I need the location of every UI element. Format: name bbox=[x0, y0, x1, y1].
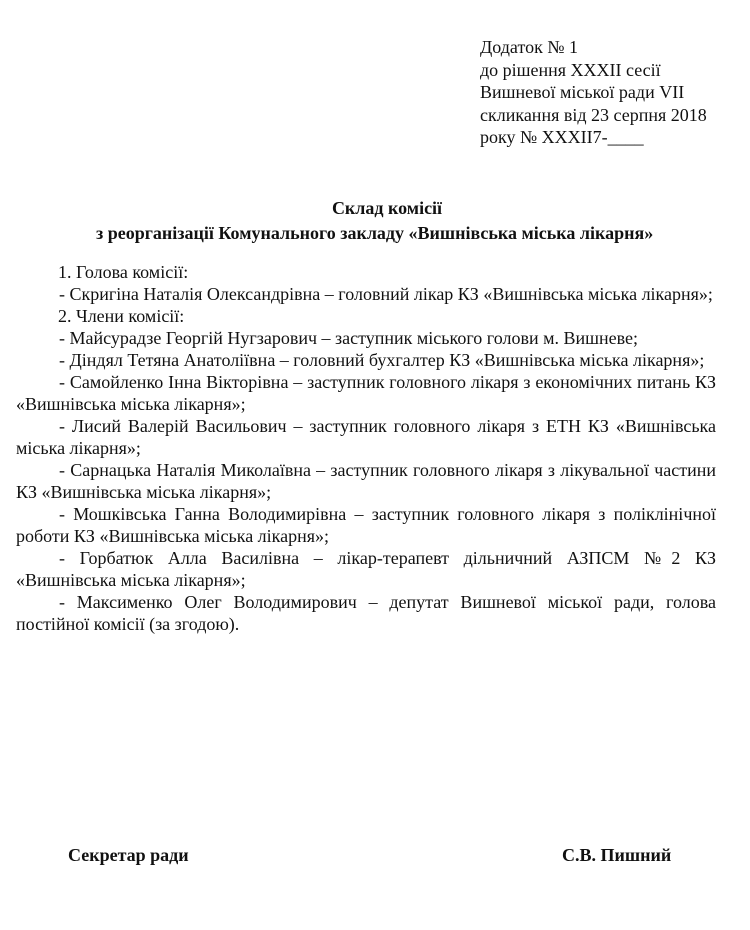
signature-name: С.В. Пишний bbox=[562, 845, 672, 865]
appendix-line: Вишневої міської ради VII bbox=[480, 82, 685, 102]
section-heading-head: 1. Голова комісії: bbox=[58, 262, 189, 282]
member-item: - Діндял Тетяна Анатоліївна – головний бухгалтер КЗ «Вишнівська міська лікарня»; bbox=[59, 350, 705, 370]
member-item: - Самойленко Інна Вікторівна – заступник головного лікаря з економічних питань КЗ «Вишнівська міська лікарня»; bbox=[16, 372, 716, 414]
appendix-line: до рішення XXXII сесії bbox=[480, 59, 661, 80]
appendix-line: скликання від 23 серпня 2018 bbox=[480, 104, 707, 125]
appendix-line: року № XXXII7-____ bbox=[480, 127, 644, 147]
member-item: - Горбатюк Алла Василівна – лікар-терапевт дільничний АЗПСМ №2 КЗ «Вишнівська міська лікарня»; bbox=[16, 548, 716, 590]
member-item: - Лисий Валерій Васильович – заступник головного лікаря з ЕТН КЗ «Вишнівська міська лікарня»; bbox=[16, 416, 716, 458]
member-item: - Мошківська Ганна Володимирівна – заступник головного лікаря з поліклінічної роботи КЗ «Вишнівська міська лікарня»; bbox=[16, 504, 716, 546]
title-heading: Склад комісії bbox=[331, 198, 443, 218]
appendix-reference bbox=[480, 36, 707, 149]
commission-list bbox=[16, 261, 716, 635]
member-item: - Максименко Олег Володимирович – депутат Вишневої міської ради, голова постійної комісії (за згодою). bbox=[16, 592, 716, 634]
member-item: - Скригіна Наталія Олександрівна – головний лікар КЗ «Вишнівська міська лікарня»; bbox=[59, 284, 713, 304]
appendix-line: Додаток № 1 bbox=[480, 37, 578, 57]
section-heading-members: 2. Члени комісії: bbox=[58, 306, 185, 326]
document-title bbox=[0, 196, 750, 246]
member-item: - Майсурадзе Георгій Нугзарович – заступник міського голови м. Вишневе; bbox=[59, 328, 638, 348]
signature-role: Секретар ради bbox=[68, 845, 189, 865]
title-subheading: з реорганізації Комунального закладу «Вишнівська міська лікарня» bbox=[96, 223, 654, 243]
member-item: - Сарнацька Наталія Миколаївна – заступник головного лікаря з лікувальної частини КЗ «Вишнівська міська лікарня»; bbox=[16, 460, 716, 502]
